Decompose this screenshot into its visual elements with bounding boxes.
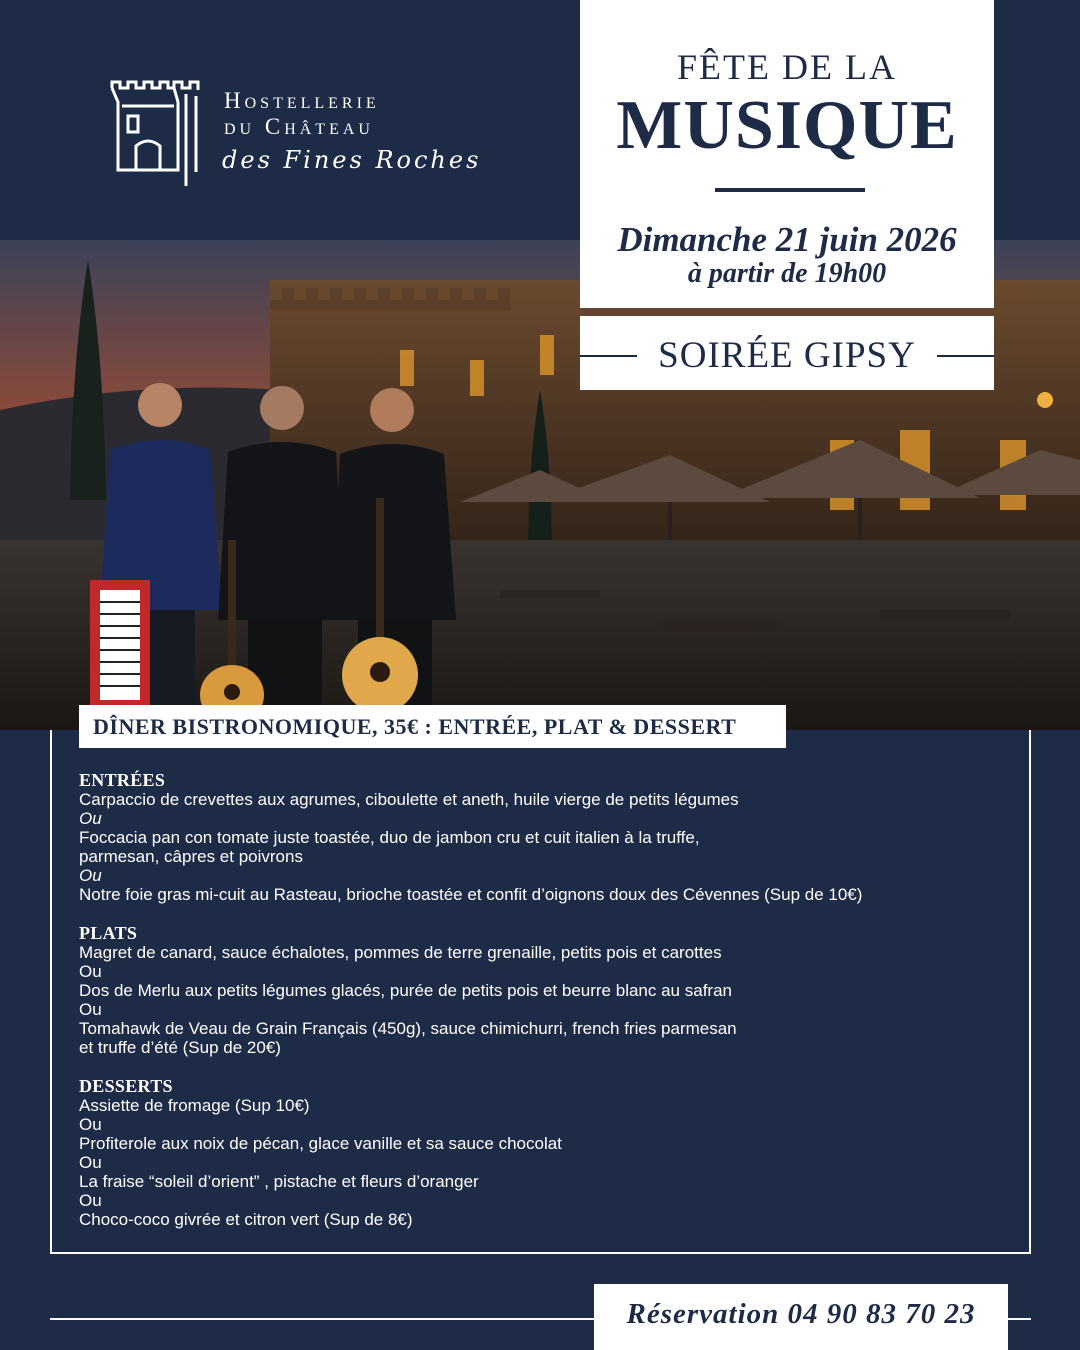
logo-line-fines-roches: des Fines Roches <box>222 146 482 174</box>
menu-dish: Tomahawk de Veau de Grain Français (450g), sauce chimichurri, french fries parmesan <box>79 1019 737 1038</box>
menu-dish: Notre foie gras mi-cuit au Rasteau, brioche toastée et confit d’oignons doux des Cévennes (Sup de 10€) <box>79 885 863 904</box>
menu-or-separator: Ou <box>79 866 102 885</box>
menu-or-separator: Ou <box>79 1000 102 1019</box>
menu-or-separator: Ou <box>79 1191 102 1210</box>
title-pre: FÊTE DE LA <box>677 47 897 87</box>
menu-header-text: DÎNER BISTRONOMIQUE, 35€ : ENTRÉE, PLAT & DESSERT <box>93 714 737 739</box>
menu-dish: Carpaccio de crevettes aux agrumes, ciboulette et aneth, huile vierge de petits légumes <box>79 790 739 809</box>
event-date: Dimanche 21 juin 2026 <box>617 220 957 259</box>
menu-header <box>79 705 786 748</box>
menu-section <box>79 1076 1009 1229</box>
menu-or-separator: Ou <box>79 962 102 981</box>
menu-dish: La fraise “soleil d’orient” , pistache et fleurs d’oranger <box>79 1172 479 1191</box>
logo-line-hostellerie: Hostellerie <box>224 88 380 113</box>
menu-section-title: DESSERTS <box>79 1076 173 1096</box>
menu-dish: Choco-coco givrée et citron vert (Sup de 8€) <box>79 1210 413 1229</box>
menu-section-title: ENTRÉES <box>79 770 166 790</box>
menu-or-separator: Ou <box>79 1115 102 1134</box>
menu-dish: Assiette de fromage (Sup 10€) <box>79 1096 310 1115</box>
event-time: à partir de 19h00 <box>687 258 887 289</box>
title-divider <box>715 188 865 192</box>
hotel-logo <box>108 76 482 188</box>
menu-dish: parmesan, câpres et poivrons <box>79 847 303 866</box>
menu-dish: Profiterole aux noix de pécan, glace vanille et sa sauce chocolat <box>79 1134 562 1153</box>
menu-dish: Foccacia pan con tomate juste toastée, duo de jambon cru et cuit italien à la truffe, <box>79 828 700 847</box>
menu-dish: Magret de canard, sauce échalotes, pommes de terre grenaille, petits pois et carottes <box>79 943 722 962</box>
menu-section <box>79 770 1009 904</box>
reservation-card <box>594 1284 1008 1350</box>
subtitle-card <box>580 316 994 390</box>
title-main: MUSIQUE <box>616 87 958 164</box>
subtitle-rule-right <box>937 355 994 357</box>
menu-section <box>79 923 1009 1057</box>
menu-content <box>79 770 1009 1248</box>
menu-or-separator: Ou <box>79 809 102 828</box>
menu-section-title: PLATS <box>79 923 138 943</box>
menu-dish: Dos de Merlu aux petits légumes glacés, purée de petits pois et beurre blanc au safran <box>79 981 732 1000</box>
logo-line-du-chateau: du Château <box>224 114 374 139</box>
subtitle-text: SOIRÉE GIPSY <box>658 335 916 376</box>
reservation-text: Réservation 04 90 83 70 23 <box>626 1298 976 1330</box>
event-photo <box>0 240 1080 730</box>
menu-or-separator: Ou <box>79 1153 102 1172</box>
menu-dish: et truffe d’été (Sup de 20€) <box>79 1038 281 1057</box>
castle-tower-icon <box>108 76 204 188</box>
event-title-card <box>580 0 994 308</box>
